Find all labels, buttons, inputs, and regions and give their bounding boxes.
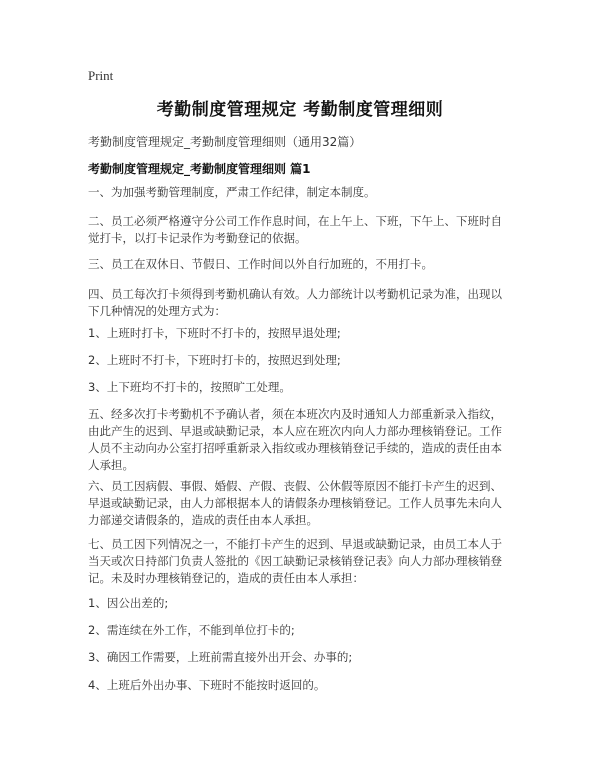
section-heading: 考勤制度管理规定_考勤制度管理细则 篇1 xyxy=(88,162,311,176)
paragraph-8 xyxy=(88,406,520,474)
paragraph-2 xyxy=(88,213,520,247)
paragraph-7 xyxy=(88,379,520,396)
paragraph-line: 由此产生的迟到、早退或缺勤记录，本人应在班次内向人力部办理核销登记。工作 xyxy=(88,424,502,438)
paragraph-12 xyxy=(88,622,520,639)
paragraph-line: 力部递交请假条的，造成的责任由本人承担。 xyxy=(88,513,318,527)
paragraph-line: 1、因公出差的; xyxy=(88,596,169,610)
paragraph-line: 四、员工每次打卡须得到考勤机确认有效。人力部统计以考勤机记录为准，出现以 xyxy=(88,287,502,301)
paragraph-line: 3、确因工作需要，上班前需直接外出开会、办事的; xyxy=(88,650,353,664)
paragraph-13 xyxy=(88,649,520,666)
paragraph-line: 1、上班时打卡，下班时不打卡的，按照早退处理; xyxy=(88,326,341,340)
paragraph-line: 人员不主动向办公室打招呼重新录入指纹或办理核销登记手续的，造成的责任由本 xyxy=(88,441,502,455)
paragraph-line: 六、员工因病假、事假、婚假、产假、丧假、公休假等原因不能打卡产生的迟到、 xyxy=(88,479,502,493)
paragraph-line: 三、员工在双休日、节假日、工作时间以外自行加班的，不用打卡。 xyxy=(88,257,433,271)
paragraph-line: 下几种情况的处理方式为： xyxy=(88,304,226,318)
paragraph-line: 3、上下班均不打卡的，按照旷工处理。 xyxy=(88,380,291,394)
paragraph-line: 一、为加强考勤管理制度，严肃工作纪律，制定本制度。 xyxy=(88,185,376,199)
page-title: 考勤制度管理规定 考勤制度管理细则 xyxy=(156,100,444,120)
print-link[interactable]: Print xyxy=(88,68,114,83)
paragraph-6 xyxy=(88,352,520,369)
paragraph-3 xyxy=(88,256,520,273)
paragraph-1 xyxy=(88,184,520,201)
paragraph-5 xyxy=(88,325,520,342)
paragraph-line: 2、上班时不打卡，下班时打卡的，按照迟到处理; xyxy=(88,353,341,367)
paragraph-line: 七、员工因下列情况之一，不能打卡产生的迟到、早退或缺勤记录，由员工本人于 xyxy=(88,537,502,551)
paragraph-11 xyxy=(88,595,520,612)
paragraph-14 xyxy=(88,677,520,694)
paragraph-line: 早退或缺勤记录，由人力部根据本人的请假条办理核销登记。工作人员事先未向人 xyxy=(88,496,502,510)
paragraph-line: 觉打卡，以打卡记录作为考勤登记的依据。 xyxy=(88,231,307,245)
paragraph-line: 五、经多次打卡考勤机不予确认者，须在本班次内及时通知人力部重新录入指纹， xyxy=(88,407,502,421)
paragraph-4 xyxy=(88,286,520,320)
paragraph-10 xyxy=(88,536,520,587)
paragraph-line: 4、上班后外出办事、下班时不能按时返回的。 xyxy=(88,678,326,692)
paragraph-line: 人承担。 xyxy=(88,458,134,472)
paragraph-9 xyxy=(88,478,520,529)
page-subtitle: 考勤制度管理规定_考勤制度管理细则（通用32篇） xyxy=(88,135,362,149)
paragraph-line: 2、需连续在外工作，不能到单位打卡的; xyxy=(88,623,295,637)
paragraph-line: 记。未及时办理核销登记的，造成的责任由本人承担： xyxy=(88,571,364,585)
paragraph-line: 当天或次日持部门负责人签批的《因工缺勤记录核销登记表》向人力部办理核销登 xyxy=(88,554,502,568)
paragraph-line: 二、员工必须严格遵守分公司工作作息时间，在上午上、下班，下午上、下班时自 xyxy=(88,214,502,228)
